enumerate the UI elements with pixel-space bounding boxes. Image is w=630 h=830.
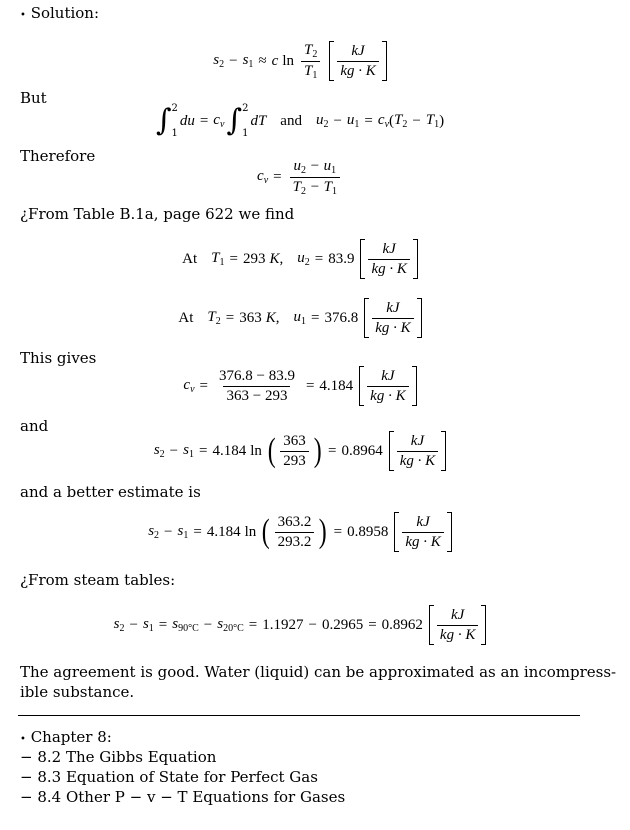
at-word: At: [182, 250, 198, 267]
chapter-item-label: 8.3 Equation of State for Perfect Gas: [37, 768, 318, 786]
equation-entropy-2: $s_2$ − $s_1$ = 4.184 ln ( $\frac{363.2}{293.2}$ ) = 0.8958 $\frac{kJ}{kg \cdot K}$: [0, 509, 600, 555]
unit-denominator: kg · K: [337, 61, 378, 80]
entropy2-denominator: 293.2: [275, 532, 315, 551]
solution-heading: [20, 5, 99, 22]
chapter-item-label: 8.4 Other P − v − T Equations for Gases: [37, 788, 346, 806]
unit-numerator: kJ: [382, 241, 396, 257]
solution-heading-text: Solution:: [30, 4, 100, 22]
unit-numerator: kJ: [386, 300, 400, 316]
steam-result: 0.8962: [381, 616, 423, 633]
steam-sub-1: 90°C: [178, 623, 199, 634]
at-word: At: [178, 309, 194, 326]
chapter-item: − 8.2 The Gibbs Equation: [20, 748, 217, 766]
row1-u-value: 83.9: [328, 250, 355, 267]
bullet-icon: •: [20, 734, 26, 745]
equation-entropy-approx: $s_2$ − $s_1$ ≈ c ln $\frac{T_2}{T_1}$ $\frac{kJ}{kg \cdot K}$: [0, 38, 600, 84]
equation-cv-calc: $c_v$ = $\frac{376.8 - 83.9}{363 - 293}$ = 4.184 $\frac{kJ}{kg \cdot K}$: [0, 363, 600, 409]
conclusion-line-1: The agreement is good. Water (liquid) can be approximated as an incompress-: [20, 663, 617, 681]
equation-table-row-1: At $T_1$ = 293 K , $u_2$ = 83.9 $\frac{kJ}{kg \cdot K}$: [0, 236, 600, 282]
conclusion-line-2: ible substance.: [20, 683, 135, 701]
cv-denominator: 363 − 293: [223, 386, 290, 405]
unit-denominator: kg · K: [367, 386, 408, 405]
unit-denominator: kg · K: [437, 625, 478, 644]
better-estimate-label: and a better estimate is: [20, 483, 201, 501]
but-label: But: [20, 89, 47, 107]
equation-integral: ∫ 2 1 du = $c_v$ ∫ 2 1 dT and $u_2$ − $u_1$ = $c_v$ ( $T_2$ − $T_1$ ): [155, 103, 445, 139]
equation-cv-definition: $c_v$ = $\frac{u_2 - u_1}{T_2 - T_1}$: [0, 157, 600, 197]
unit-denominator: kg · K: [372, 318, 413, 337]
steam-sub-2: 20°C: [223, 623, 244, 634]
equation-entropy-steam: $s_2$ − $s_1$ = $s_{90^\circ C}$ − $s_{20^\circ C}$ = 1.1927 − 0.2965 = 0.8962 $\frac{kJ}{kg \cdot K}$: [0, 602, 600, 648]
cv-numerator: 376.8 − 83.9: [218, 368, 295, 384]
table-intro: ¿From Table B.1a, page 622 we find: [20, 205, 295, 223]
entropy2-result: 0.8958: [347, 523, 389, 540]
unit-numerator: kJ: [351, 43, 365, 59]
steam-value-1: 1.1927: [262, 616, 304, 633]
unit-denominator: kg · K: [368, 259, 409, 278]
entropy1-numerator: 363: [283, 433, 306, 449]
chapter-item: − 8.3 Equation of State for Perfect Gas: [20, 768, 318, 786]
entropy2-coeff: 4.184: [206, 523, 241, 540]
chapter-item-label: 8.2 The Gibbs Equation: [37, 748, 217, 766]
unit-numerator: kJ: [450, 607, 465, 623]
unit-denominator: kg · K: [397, 451, 438, 470]
equation-entropy-1: $s_2$ − $s_1$ = 4.184 ln ( $\frac{363}{293}$ ) = 0.8964 $\frac{kJ}{kg \cdot K}$: [0, 428, 600, 474]
chapter-item: − 8.4 Other P − v − T Equations for Gases: [20, 788, 346, 806]
cv-result: 4.184: [319, 377, 354, 394]
unit-numerator: kJ: [381, 368, 395, 384]
unit-numerator: kJ: [416, 514, 430, 530]
and-label: and: [20, 417, 49, 435]
entropy2-numerator: 363.2: [277, 514, 312, 530]
entropy1-result: 0.8964: [341, 442, 383, 459]
steam-tables-intro: ¿From steam tables:: [20, 571, 176, 589]
entropy1-coeff: 4.184: [212, 442, 247, 459]
bullet-icon: •: [20, 10, 26, 21]
section-divider: [18, 715, 580, 716]
chapter-heading-text: Chapter 8:: [30, 728, 112, 746]
row1-T-value: 293: [242, 250, 266, 267]
this-gives-label: This gives: [20, 349, 97, 367]
row2-T-value: 363: [239, 309, 262, 326]
entropy1-denominator: 293: [280, 451, 309, 470]
and-word: and: [280, 112, 302, 129]
row2-u-value: 376.8: [324, 309, 359, 326]
equation-table-row-2: At $T_2$ = 363 K , $u_1$ = 376.8 $\frac{kJ}{kg \cdot K}$: [0, 295, 600, 341]
chapter-heading: [20, 729, 112, 746]
therefore-label: Therefore: [20, 147, 96, 165]
unit-numerator: kJ: [410, 433, 425, 449]
unit-denominator: kg · K: [402, 532, 443, 551]
steam-value-2: 0.2965: [321, 616, 364, 633]
